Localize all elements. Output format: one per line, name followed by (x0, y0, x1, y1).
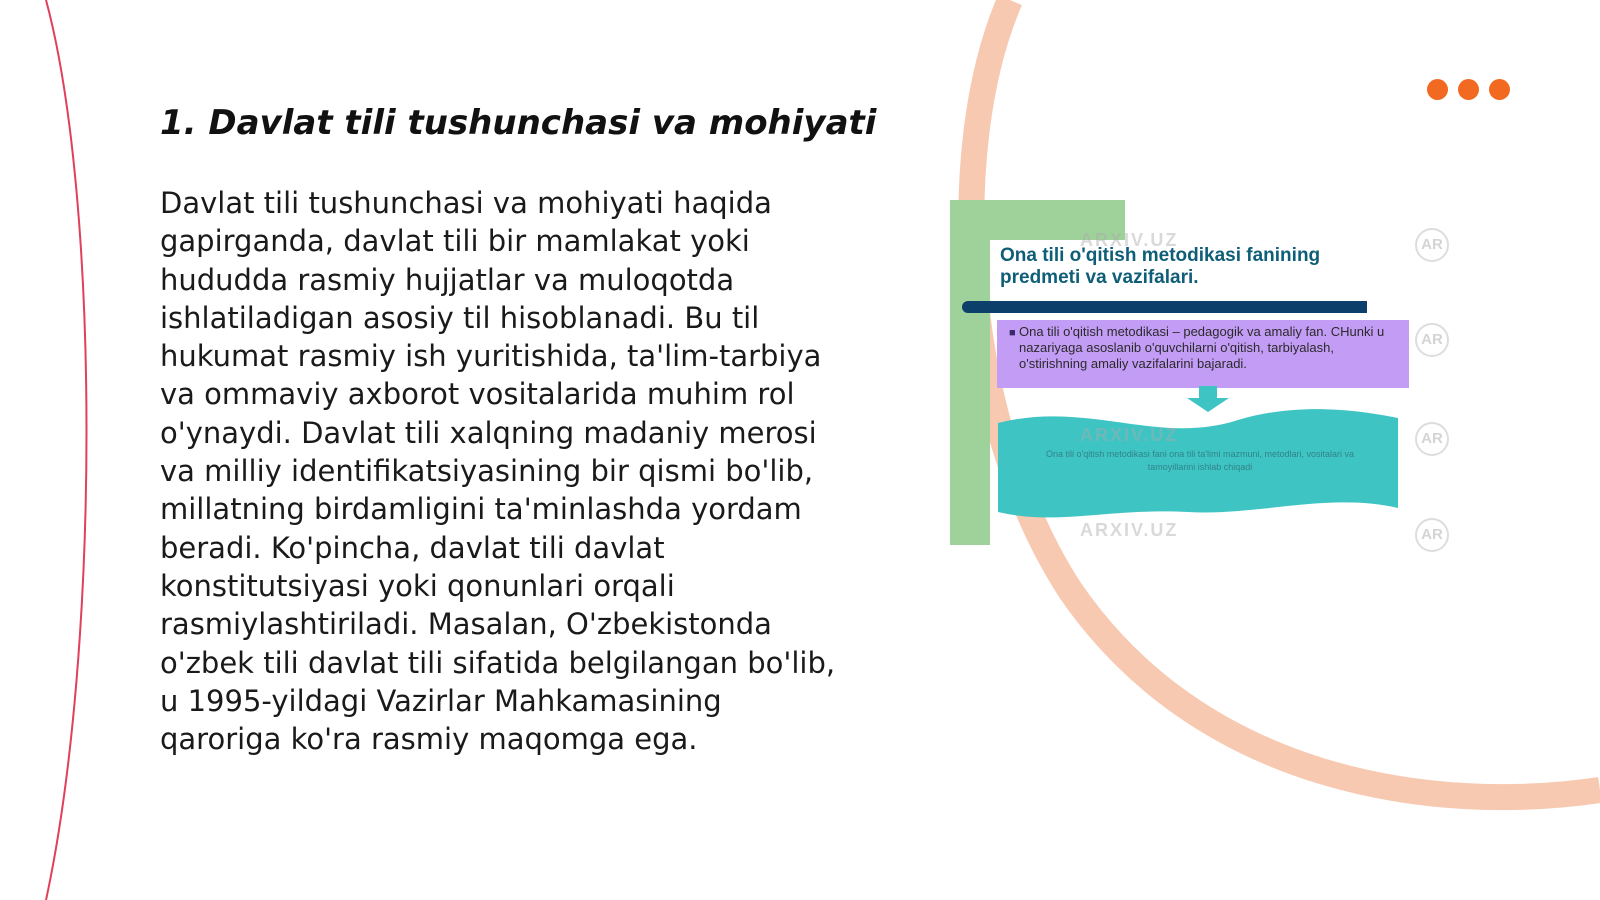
embedded-heading: Ona tili o'qitish metodikasi fanining predmeti va vazifalari. (1000, 245, 1321, 288)
slide-body-text: Davlat tili tushunchasi va mohiyati haqida gapirganda, davlat tili bir mamlakat yoki hududda rasmiy hujjatlar va muloqotda ishlatiladigan asosiy til hisoblanadi. Bu til hukumat rasmiy ish yuritishida, ta'lim-tarbiya va ommaviy axborot vositalarida muhim rol o'ynaydi. Davlat tili xalqning madaniy merosi va milliy identifikatsiyasining bir qismi bo'lib, millatning birdamligini ta'minlashda yordam beradi. Ko'pincha, davlat tili davlat konstitutsiyasi yoki qonunlari orqali rasmiylashtiriladi. Masalan, O'zbekistonda o'zbek tili davlat tili sifatida belgilangan bo'lib, u 1995-yildagi Vazirlar Mahkamasining qaroriga ko'ra rasmiy maqomga ega. (160, 186, 836, 757)
watermark-text: ARXIV.UZ (1080, 425, 1179, 445)
green-frame-left (950, 200, 990, 545)
left-accent-line (46, 0, 87, 900)
watermark-badge: AR (1415, 518, 1449, 552)
purple-text-box (997, 320, 1409, 388)
navy-divider-bar (962, 301, 1367, 313)
watermark-badge: AR (1415, 422, 1449, 456)
bullet-text: Ona tili o'qitish metodikasi – pedagogik va amaliy fan. CHunki u nazariyaga asoslanib o'quvchilarni o'qitish, tarbiyalash, o'stirishning amaliy vazifalarini bajaradi. (1019, 324, 1385, 371)
purple-box-text (1009, 324, 1391, 372)
slide-title: 1. Davlat tili tushunchasi va mohiyati (160, 103, 877, 143)
dot (1489, 79, 1510, 100)
embedded-slide-image (950, 200, 1460, 555)
more-dots-icon[interactable] (1427, 79, 1510, 100)
watermark-text: ARXIV.UZ (1080, 230, 1179, 250)
dot (1458, 79, 1479, 100)
bullet-icon: ■ (1009, 327, 1016, 339)
watermark-badge: AR (1415, 228, 1449, 262)
dot (1427, 79, 1448, 100)
watermark-text: ARXIV.UZ (1080, 520, 1179, 540)
wave-banner-text: Ona tili o'qitish metodikasi fani ona tili ta'limi mazmuni, metodlari, vositalari va tamoyillarini ishlab chiqadi (1045, 449, 1355, 472)
watermark-badge: AR (1415, 323, 1449, 357)
